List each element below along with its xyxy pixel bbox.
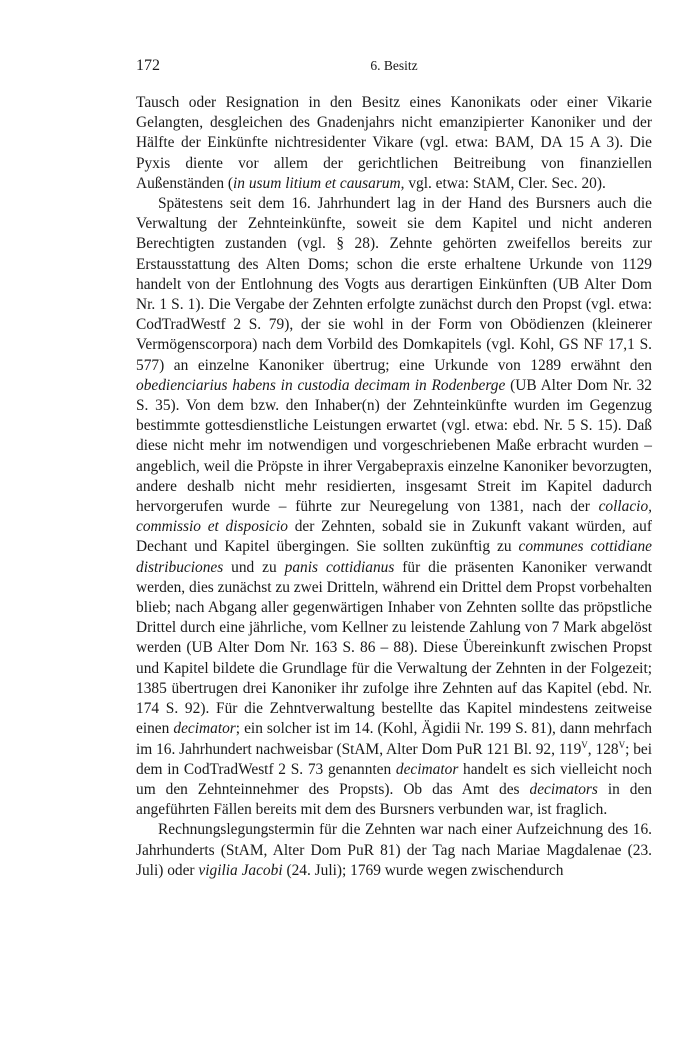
text-run: und zu bbox=[223, 558, 285, 576]
latin-term: obedienciarius habens in custodia decimam in Rodenberge bbox=[136, 376, 506, 394]
latin-term: in usum litium et causarum bbox=[233, 174, 401, 192]
text-run: in den angeführten Fällen bereits mit dem des Bursners verbunden war, ist fraglich. bbox=[136, 780, 653, 819]
paragraph bbox=[136, 93, 652, 194]
latin-term: communes cottidiane distribuciones bbox=[136, 538, 652, 576]
latin-term: decimator bbox=[173, 720, 236, 738]
superscript: V bbox=[618, 739, 626, 750]
running-head: 6. Besitz bbox=[370, 58, 418, 73]
paragraph bbox=[136, 194, 652, 820]
text-run: Rechnungslegungstermin für die Zehnten war nach einer Aufzeichnung des 16. Jahrhunderts (StAM, Alter Dom PuR 81) der Tag nach Mariae Magdalenae (23. Juli) oder bbox=[136, 821, 652, 879]
superscript: V bbox=[581, 739, 588, 750]
latin-term: vigilia Jacobi bbox=[198, 861, 283, 879]
text-run: , 128 bbox=[587, 740, 619, 758]
page-header bbox=[136, 57, 652, 81]
text-run: ; ein solcher ist im 14. (Kohl, Ägidii Nr. 199 S. 81), dann mehrfach im 16. Jahrhundert nachweisbar (StAM, Alter Dom PuR 121 Bl. 92, 119 bbox=[136, 720, 652, 758]
text-run: (24. Juli); 1769 wurde wegen zwischendurch bbox=[282, 861, 564, 879]
text-run: Tausch oder Resignation in den Besitz eines Kanonikats oder einer Vikarie Gelangten, desgleichen des Gnadenjahrs nicht emanzipierter Kanoniker und der Hälfte der Einkünfte nichtresidenter Vikare (vgl. etwa: BAM, DA 15 A 3). Die Pyxis diente vor allem der gerichtlichen Beitreibung von finanziellen Außenständen ( bbox=[136, 94, 652, 192]
latin-term: collacio, commissio et disposicio bbox=[136, 498, 652, 536]
page-number: 172 bbox=[136, 57, 160, 74]
text-run: für die präsenten Kanoniker verwandt werden, dies zunächst zu zwei Dritteln, während ein Drittel dem Propst vorbehalten blieb; nach Abgang aller gegenwärtigen Inhaber von Zehnten sollte das pröpstliche Drittel durch eine jährliche, vom Kellner zu leistende Zahlung von 7 Mark abgelöst werden (UB Alter Dom Nr. 163 S. 86 – 88). Diese Übereinkunft zwischen Propst und Kapitel bildete die Grundlage für die Verwaltung der Zehnten in der Folgezeit; 1385 übertrugen drei Kanoniker ihr zufolge ihre Zehnten auf das Kapitel (ebd. Nr. 174 S. 92). Für die Zehntverwaltung bestellte das Kapitel mindestens zeitweise einen bbox=[136, 558, 652, 738]
latin-term: panis cottidianus bbox=[284, 558, 395, 576]
text-run: , vgl. etwa: StAM, Cler. Sec. 20). bbox=[400, 174, 606, 192]
text-run: (UB Alter Dom Nr. 32 S. 35). Von dem bzw. den Inhaber(n) der Zehnteinkünfte wurden im Gegenzug bestimmte gottesdienstliche Leistungen erwartet (vgl. etwa: ebd. Nr. 5 S. 15). Daß diese nicht mehr im notwendigen und vorgeschriebenen Maße erbracht wurden – angeblich, weil die Pröpste in ihrer Vergabepraxis einzelne Kanoniker bevorzugten, andere deshalb nicht mehr residierten, insgesamt Streit im Kapitel dadurch hervorgerufen wurde – führte zur Neuregelung von 1381, nach der bbox=[136, 376, 652, 516]
paragraph bbox=[136, 820, 652, 881]
body-text bbox=[136, 93, 652, 881]
text-run: handelt es sich vielleicht noch um den Zehnteinnehmer des Propsts). Ob das Amt des bbox=[136, 760, 652, 798]
latin-term: decimators bbox=[529, 780, 598, 798]
text-run: ; bei dem in CodTradWestf 2 S. 73 genannten bbox=[136, 740, 653, 778]
text-run: der Zehnten, sobald sie in Zukunft vakant würden, auf Dechant und Kapitel übergingen. Sie sollten zukünftig zu bbox=[136, 518, 652, 556]
text-run: Spätestens seit dem 16. Jahrhundert lag in der Hand des Bursners auch die Verwaltung der Zehnteinkünfte, soweit sie dem Kapitel und nicht anderen Berechtigten zustanden (vgl. § 28). Zehnte gehörten zweifellos bereits zur Erstausstattung des Alten Doms; schon die erste erhaltene Urkunde von 1129 handelt von der Entlohnung des Vogts aus derartigen Einkünften (UB Alter Dom Nr. 1 S. 1). Die Vergabe der Zehnten erfolgte zunächst durch den Propst (vgl. etwa: CodTradWestf 2 S. 79), der sie wohl in der Form von Obödienzen (kleinerer Vermögenscorpora) nach dem Vorbild des Domkapitels (vgl. Kohl, GS NF 17,1 S. 577) an einzelne Kanoniker übertrug; eine Urkunde von 1289 erwähnt den bbox=[136, 195, 652, 374]
latin-term: decimator bbox=[395, 760, 459, 778]
